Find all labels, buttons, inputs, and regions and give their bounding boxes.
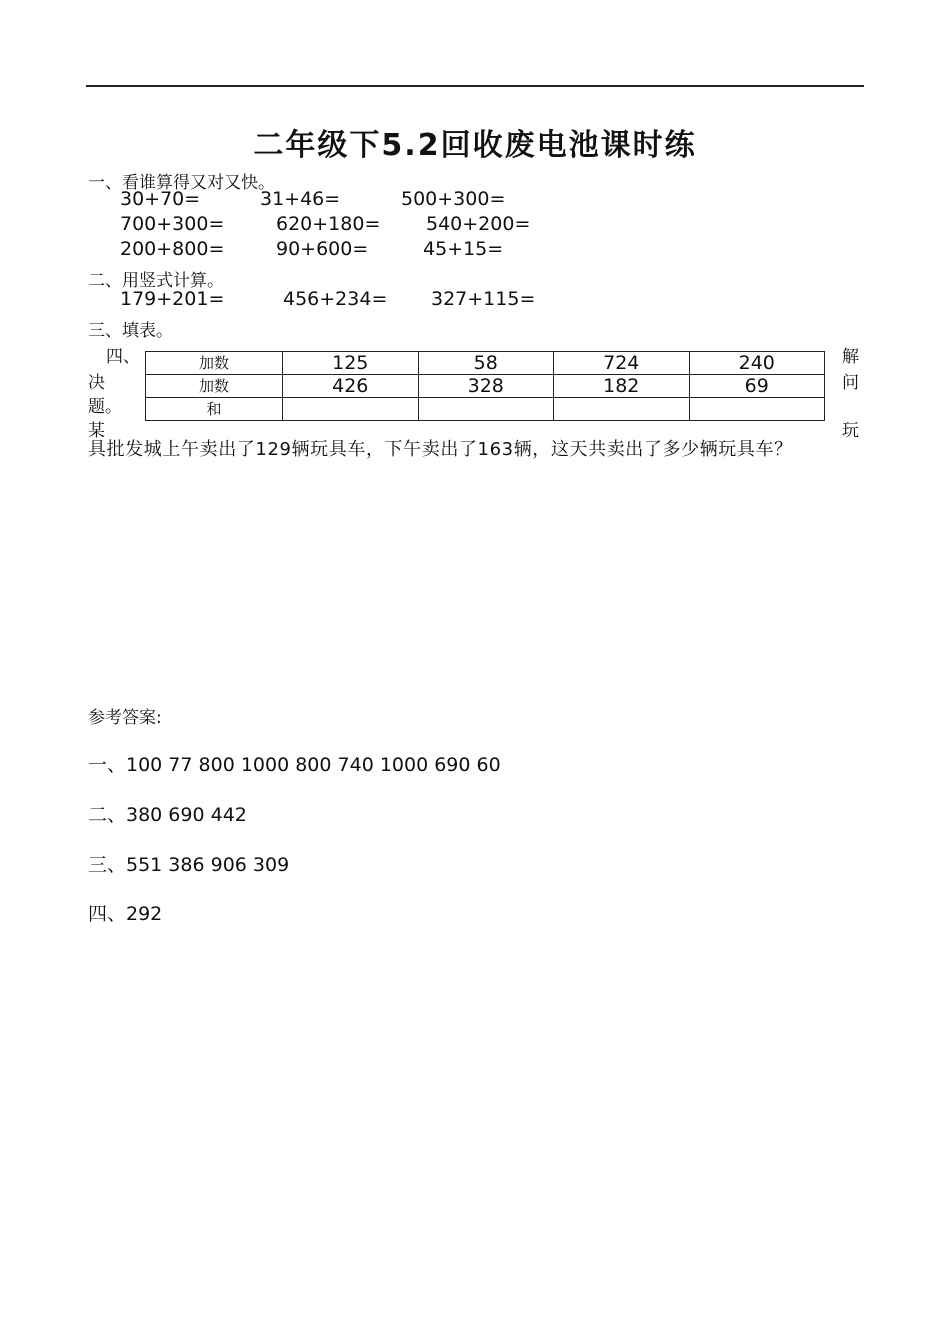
section2-heading: 二、用竖式计算。	[88, 271, 224, 291]
table-cell: 58	[418, 352, 554, 375]
table-row	[146, 375, 825, 398]
section4-fragment: 问	[842, 373, 859, 393]
calc-item: 456+234=	[283, 288, 388, 310]
calc-item: 90+600=	[276, 238, 369, 260]
table-cell: 724	[554, 352, 690, 375]
table-cell: 182	[554, 375, 690, 398]
answer-line: 二、380 690 442	[88, 804, 247, 826]
section4-fragment: 决	[88, 373, 105, 393]
calc-item: 327+115=	[431, 288, 536, 310]
answer-line: 四、292	[88, 903, 163, 925]
table-cell: 69	[689, 375, 825, 398]
table-row	[146, 352, 825, 375]
table-row	[146, 398, 825, 421]
answer-line: 一、100 77 800 1000 800 740 1000 690 60	[88, 754, 501, 776]
section4-fragment: 玩	[842, 421, 859, 441]
calc-item: 31+46=	[260, 188, 341, 210]
table-cell	[554, 398, 690, 421]
table-cell: 240	[689, 352, 825, 375]
table-cell: 426	[283, 375, 419, 398]
table-cell	[689, 398, 825, 421]
addition-table	[145, 351, 825, 421]
table-cell: 328	[418, 375, 554, 398]
top-rule	[86, 85, 864, 87]
answer-line: 三、551 386 906 309	[88, 854, 290, 876]
calc-item: 500+300=	[401, 188, 506, 210]
calc-item: 200+800=	[120, 238, 225, 260]
section4-fragment: 四、	[106, 347, 140, 367]
section4-fragment: 某	[88, 421, 105, 441]
section4-fragment: 题。	[88, 397, 122, 417]
table-cell	[418, 398, 554, 421]
row-label: 和	[146, 398, 283, 421]
row-label: 加数	[146, 375, 283, 398]
word-problem: 具批发城上午卖出了129辆玩具车，下午卖出了163辆，这天共卖出了多少辆玩具车？	[88, 439, 793, 460]
calc-item: 620+180=	[276, 213, 381, 235]
answers-heading: 参考答案:	[88, 708, 162, 728]
calc-item: 179+201=	[120, 288, 225, 310]
section4-fragment: 解	[842, 347, 859, 367]
page-title: 二年级下5.2回收废电池课时练	[253, 128, 697, 163]
calc-item: 700+300=	[120, 213, 225, 235]
calc-item: 45+15=	[423, 238, 504, 260]
calc-item: 30+70=	[120, 188, 201, 210]
table-cell	[283, 398, 419, 421]
table-cell: 125	[283, 352, 419, 375]
section1-heading: 一、看谁算得又对又快。	[88, 173, 275, 193]
section3-heading: 三、填表。	[88, 321, 173, 341]
calc-item: 540+200=	[426, 213, 531, 235]
row-label: 加数	[146, 352, 283, 375]
